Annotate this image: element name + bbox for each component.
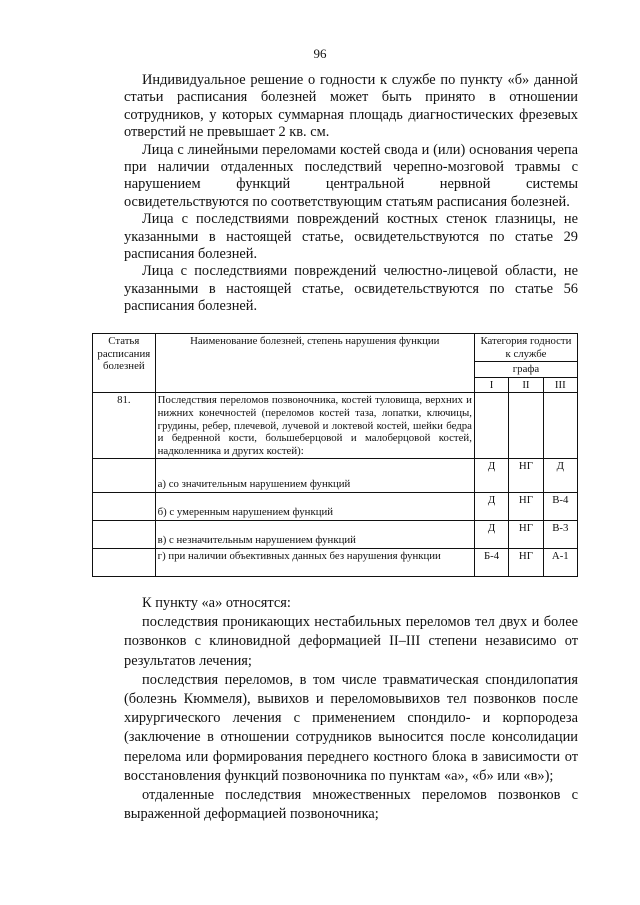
header-article: Статья расписания болезней xyxy=(93,334,156,393)
table-row xyxy=(93,493,578,521)
cat-graph-1: Б-4 xyxy=(474,549,508,577)
cat-graph-2: НГ xyxy=(509,459,543,493)
paragraph: последствия проникающих нестабильных переломов тел двух и более позвонков с клиновидной деформацией II–III степени независимо от результатов лечения; xyxy=(124,614,578,669)
row-name: б) с умеренным нарушением функций xyxy=(155,493,474,521)
paragraph: К пункту «а» относятся: xyxy=(142,595,291,611)
article-intro: Последствия переломов позвоночника, костей туловища, верхних и нижних конечностей (переломов костей таза, лопатки, ключицы, грудины, ребер, плечевой, лучевой и локтевой костей, шейки бедра и бедренной кости, большеберцовой и малоберцовой костей, надколенника и других костей): xyxy=(155,393,474,459)
header-disease-name: Наименование болезней, степень нарушения функции xyxy=(155,334,474,393)
cat-graph-3: В-4 xyxy=(543,493,577,521)
cat-graph-2: НГ xyxy=(509,549,543,577)
article-number: 81. xyxy=(93,393,156,459)
cat-graph-1: Д xyxy=(474,493,508,521)
cat-graph-1: Д xyxy=(474,521,508,549)
cat-graph-1: Д xyxy=(474,459,508,493)
table-row xyxy=(93,393,578,459)
cat-graph-2: НГ xyxy=(509,493,543,521)
row-name: в) с незначительным нарушением функций xyxy=(155,521,474,549)
paragraph: Лица с последствиями повреждений костных стенок глазницы, не указанными в настоящей статье, освидетельствуются по статье 29 расписания болезней. xyxy=(124,211,578,263)
table-header-row xyxy=(93,334,578,362)
header-graph-1: I xyxy=(474,377,508,393)
paragraph: отдаленные последствия множественных переломов позвонков с выраженной деформацией позвоночника; xyxy=(124,787,578,823)
disease-schedule-table xyxy=(92,333,578,577)
header-category: Категория годности к службе xyxy=(474,334,577,362)
cat-graph-2: НГ xyxy=(509,521,543,549)
row-name: а) со значительным нарушением функций xyxy=(155,459,474,493)
row-name: г) при наличии объективных данных без нарушения функции xyxy=(155,549,474,577)
table-row xyxy=(93,459,578,493)
cat-graph-3: Д xyxy=(543,459,577,493)
cat-graph-3: А-1 xyxy=(543,549,577,577)
top-text-block xyxy=(124,72,578,316)
table-row xyxy=(93,521,578,549)
cat-graph-3: В-3 xyxy=(543,521,577,549)
paragraph: Лица с последствиями повреждений челюстно-лицевой области, не указанными в настоящей статье, освидетельствуются по статье 56 расписания болезней. xyxy=(124,263,578,315)
bottom-text-block xyxy=(124,594,578,824)
page-number: 96 xyxy=(313,46,327,61)
header-graph-2: II xyxy=(509,377,543,393)
paragraph: Лица с линейными переломами костей свода и (или) основания черепа при наличии отдаленных последствий черепно-мозговой травмы с нарушением функций центральной нервной системы освидетельствуются по соответствующим статьям расписания болезней. xyxy=(124,141,578,210)
paragraph: последствия переломов, в том числе травматическая спондилопатия (болезнь Кюммеля), вывихов и переломовывихов тел позвонков после хирургического лечения с применением спондило- и корпородеза (заключение в отношении сотрудников выносится после консолидации перелома или формирования переднего костного блока в зависимости от восстановления функций позвоночника по пунктам «а», «б» или «в»); xyxy=(124,671,578,784)
table-row xyxy=(93,549,578,577)
header-graph: графа xyxy=(474,362,577,378)
header-graph-3: III xyxy=(543,377,577,393)
paragraph: Индивидуальное решение о годности к службе по пункту «б» данной статьи расписания болезней может быть принято в отношении сотрудников, у которых суммарная площадь диагностических фрезевых отверстий не превышает 2 кв. см. xyxy=(124,72,578,141)
